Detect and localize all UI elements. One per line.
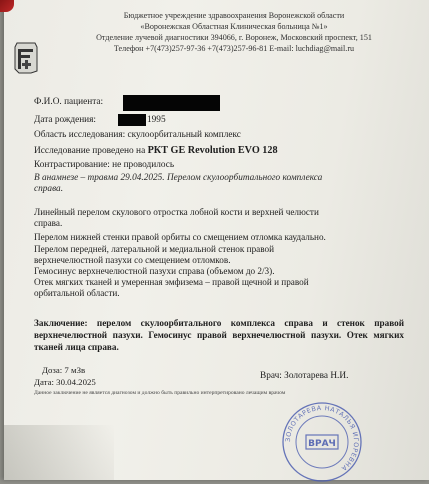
header-line-4: Телефон +7(473)257-97-36 +7(473)257-96-81 E-mail: luchdiag@mail.ru [113, 44, 355, 53]
dob-label: Дата рождения: [34, 115, 97, 125]
finding-item: Отек мягких тканей и умеренная эмфизема – правой щечной и правой орбитальной области. [34, 277, 309, 299]
doctor-name: Врач: Золотарева Н.И. [260, 371, 349, 381]
conclusion: Заключение: перелом скулоорбитального комплекса справа и стенок правой верхнечелюстной пазухи. Гемосинус правой верхнечелюстной пазухи. Отек мягких тканей лица справа. [34, 318, 404, 352]
finding-item: Перелом передней, латеральной и медиальной стенок правой верхнечелюстной пазухи со смещением отломков. [34, 243, 275, 265]
hospital-header [84, 10, 384, 54]
equipment-prefix: Исследование проведено на [34, 146, 148, 156]
header-line-3: Отделение лучевой диагностики 394066, г. Воронеж, Московский проспект, 151 [96, 33, 372, 42]
header-line-2: «Воронежская Областная Клиническая больница №1» [140, 22, 328, 31]
equipment-name: РКТ GE Revolution EVO 128 [147, 145, 278, 156]
equipment-line [34, 145, 278, 157]
contrast-line: Контрастирование: не проводилось [34, 160, 175, 170]
dob-year: 1995 [147, 115, 166, 125]
header-line-1: Бюджетное учреждение здравоохранения Воронежской области [123, 11, 345, 20]
stamp-ring-text: ЗОЛОТАРЕВА НАТАЛЬЯ ИГОРЕВНА [283, 403, 361, 473]
redacted-name [123, 95, 220, 111]
report-date: Дата: 30.04.2025 [34, 377, 96, 387]
anamnesis-line-2: справа. [34, 184, 64, 194]
doctor-stamp-icon [280, 400, 364, 484]
patient-name-label: Ф.И.О. пациента: [34, 97, 104, 107]
redacted-dob [118, 114, 146, 126]
anamnesis-line-1: В анамнезе – травма 29.04.2025. Перелом скулоорбитального комплекса [34, 173, 323, 183]
finding-item: Гемосинус верхнечелюстной пазухи справа (объемом до 2/3). [34, 266, 275, 277]
study-area: Область исследования: скулоорбитальный комплекс [34, 130, 241, 140]
finding-item: Перелом нижней стенки правой орбиты со смещением отломка каудально. [34, 232, 326, 243]
dose: Доза: 7 мЗв [42, 365, 86, 375]
shadow-overlay [4, 425, 114, 480]
hospital-logo-icon [13, 41, 39, 75]
findings-section [34, 207, 404, 300]
disclaimer-note: Данное заключение не является диагнозом и должно быть правильно интерпретировано лечащим врачом [34, 390, 286, 396]
document-page [4, 0, 429, 480]
stamp-center-text: ВРАЧ [308, 439, 336, 449]
finding-item: Линейный перелом скулового отростка лобной кости и верхней челюсти справа. [34, 207, 319, 229]
